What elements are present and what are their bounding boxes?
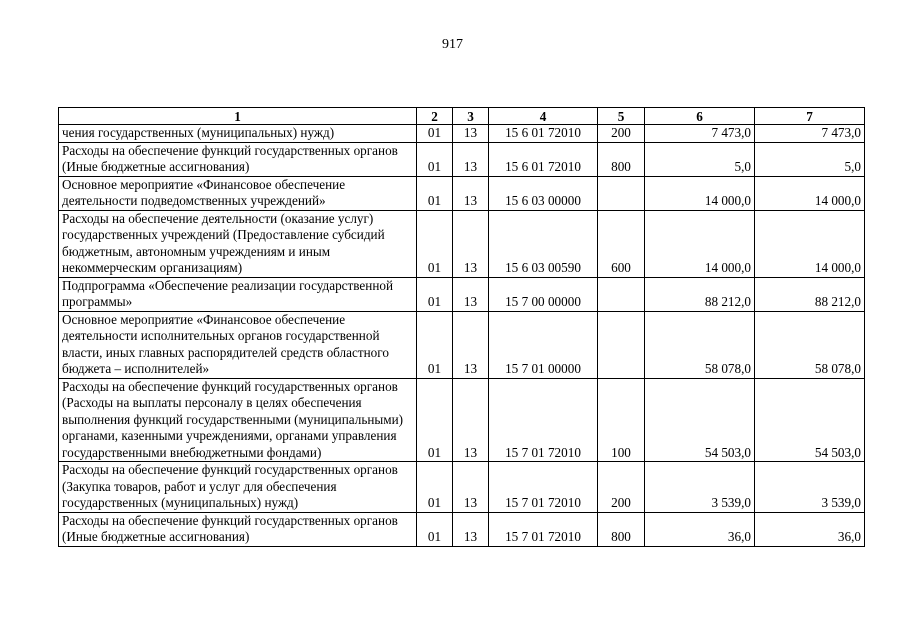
cell-expense-type: 200 [598,125,645,143]
cell-description: Основное мероприятие «Финансовое обеспечение деятельности подведомственных учреждений» [59,176,417,210]
cell-amount-2: 58 078,0 [755,311,865,378]
column-header-7: 7 [755,108,865,125]
page-number: 917 [442,37,463,52]
cell-subsection: 13 [453,311,489,378]
column-header-5: 5 [598,108,645,125]
cell-amount-1: 14 000,0 [645,210,755,277]
cell-expense-type: 600 [598,210,645,277]
cell-expense-type: 800 [598,142,645,176]
cell-section: 01 [417,462,453,513]
cell-section: 01 [417,311,453,378]
cell-amount-1: 36,0 [645,512,755,546]
cell-subsection: 13 [453,176,489,210]
cell-expense-type [598,311,645,378]
cell-amount-1: 88 212,0 [645,277,755,311]
cell-amount-2: 36,0 [755,512,865,546]
cell-description: Расходы на обеспечение функций государственных органов (Иные бюджетные ассигнования) [59,512,417,546]
cell-expense-type: 800 [598,512,645,546]
cell-subsection: 13 [453,462,489,513]
column-header-3: 3 [453,108,489,125]
cell-amount-2: 14 000,0 [755,176,865,210]
table-body [59,125,865,547]
cell-section: 01 [417,277,453,311]
cell-target-article: 15 6 03 00590 [489,210,598,277]
cell-amount-1: 7 473,0 [645,125,755,143]
cell-target-article: 15 6 01 72010 [489,142,598,176]
cell-description: чения государственных (муниципальных) нужд) [59,125,417,143]
table-row [59,210,865,277]
cell-expense-type: 100 [598,378,645,462]
cell-section: 01 [417,512,453,546]
cell-amount-2: 14 000,0 [755,210,865,277]
cell-description: Расходы на обеспечение деятельности (оказание услуг) государственных учреждений (Предоставление субсидий бюджетным, автономным учреждениям и иным некоммерческим организациям) [59,210,417,277]
cell-subsection: 13 [453,277,489,311]
cell-amount-1: 14 000,0 [645,176,755,210]
cell-subsection: 13 [453,378,489,462]
cell-subsection: 13 [453,142,489,176]
budget-table [58,107,865,547]
cell-amount-2: 54 503,0 [755,378,865,462]
cell-amount-1: 3 539,0 [645,462,755,513]
cell-description: Расходы на обеспечение функций государственных органов (Расходы на выплаты персоналу в целях обеспечения выполнения функций государственными (муниципальными) органами, казенными учреждениями, органами управления государственными внебюджетными фондами) [59,378,417,462]
cell-section: 01 [417,125,453,143]
cell-amount-1: 54 503,0 [645,378,755,462]
table-row [59,125,865,143]
cell-description: Подпрограмма «Обеспечение реализации государственной программы» [59,277,417,311]
column-header-1: 1 [59,108,417,125]
table-header-row [59,108,865,125]
cell-target-article: 15 6 01 72010 [489,125,598,143]
cell-target-article: 15 7 00 00000 [489,277,598,311]
cell-amount-2: 88 212,0 [755,277,865,311]
cell-target-article: 15 7 01 72010 [489,462,598,513]
cell-amount-2: 5,0 [755,142,865,176]
table-row [59,277,865,311]
cell-amount-1: 5,0 [645,142,755,176]
cell-amount-2: 7 473,0 [755,125,865,143]
table-row [59,378,865,462]
column-header-2: 2 [417,108,453,125]
cell-target-article: 15 7 01 00000 [489,311,598,378]
cell-section: 01 [417,176,453,210]
table-row [59,311,865,378]
cell-amount-1: 58 078,0 [645,311,755,378]
cell-subsection: 13 [453,125,489,143]
cell-expense-type: 200 [598,462,645,513]
cell-amount-2: 3 539,0 [755,462,865,513]
table-row [59,512,865,546]
cell-description: Расходы на обеспечение функций государственных органов (Закупка товаров, работ и услуг для обеспечения государственных (муниципальных) нужд) [59,462,417,513]
cell-description: Основное мероприятие «Финансовое обеспечение деятельности исполнительных органов государственной власти, иных главных распорядителей средств областного бюджета – исполнителей» [59,311,417,378]
cell-subsection: 13 [453,512,489,546]
column-header-6: 6 [645,108,755,125]
cell-expense-type [598,176,645,210]
column-header-4: 4 [489,108,598,125]
cell-description: Расходы на обеспечение функций государственных органов (Иные бюджетные ассигнования) [59,142,417,176]
table-row [59,176,865,210]
cell-target-article: 15 7 01 72010 [489,378,598,462]
cell-expense-type [598,277,645,311]
cell-section: 01 [417,210,453,277]
table-row [59,142,865,176]
cell-target-article: 15 7 01 72010 [489,512,598,546]
cell-section: 01 [417,378,453,462]
cell-section: 01 [417,142,453,176]
table-row [59,462,865,513]
cell-subsection: 13 [453,210,489,277]
cell-target-article: 15 6 03 00000 [489,176,598,210]
